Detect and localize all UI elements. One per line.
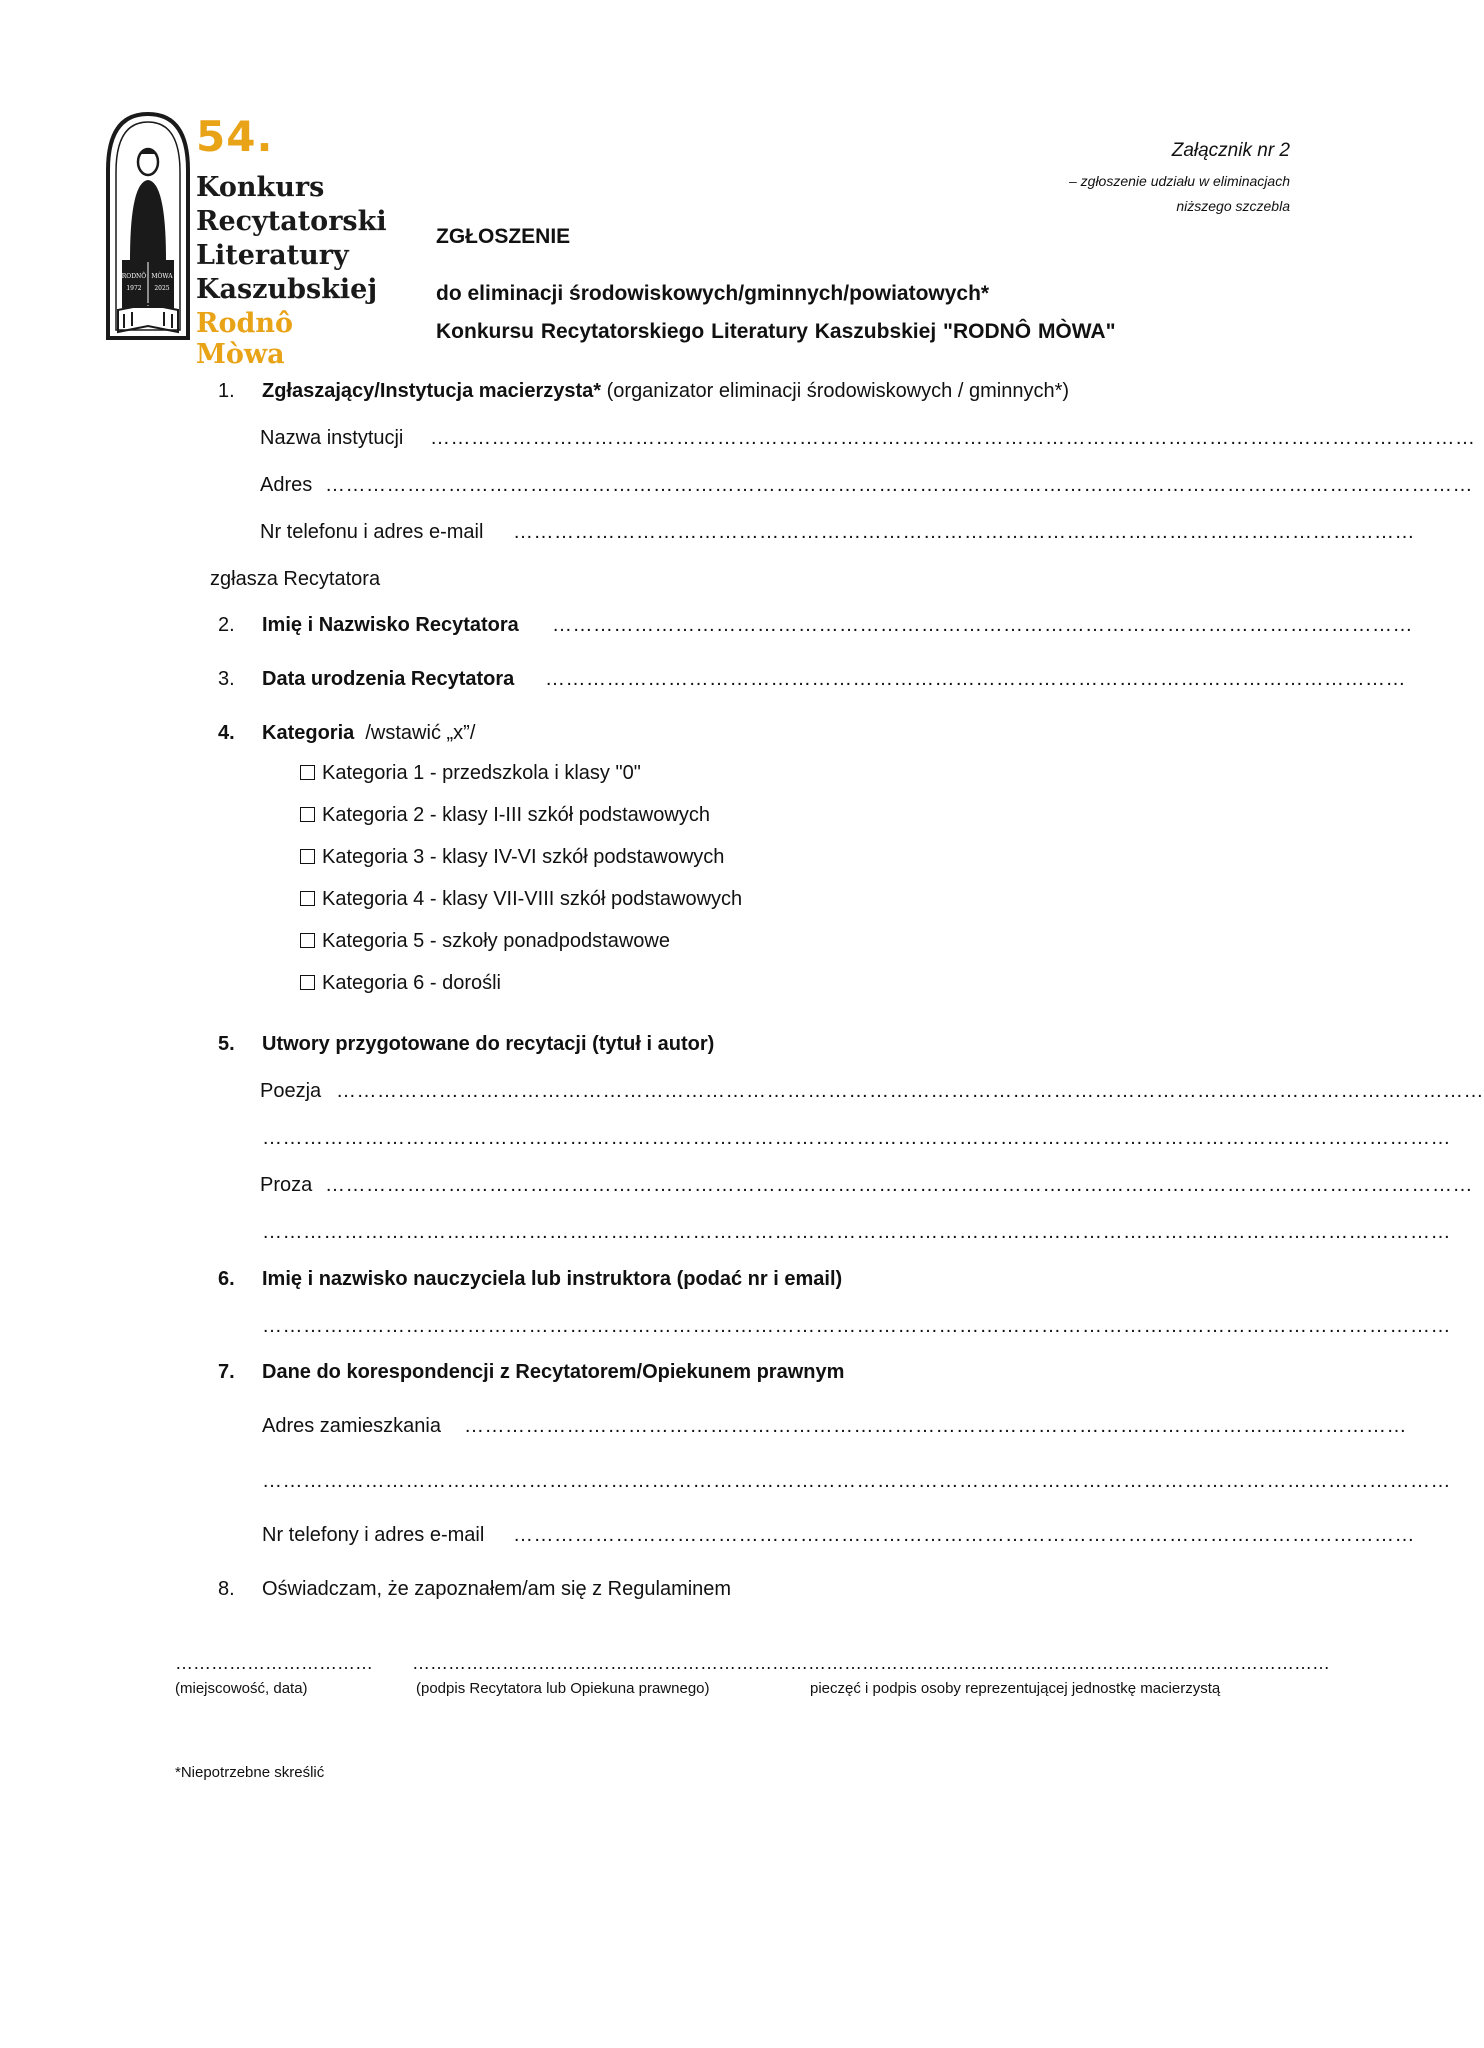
document-title: ZGŁOSZENIE [436,225,571,248]
footnote: *Niepotrzebne skreślić [175,1764,325,1781]
section-2-number: 2. [218,614,235,636]
checkbox[interactable] [300,849,315,864]
category-option-label: Kategoria 5 - szkoły ponadpodstawowe [322,930,670,952]
document-subtitle-1: do eliminacji środowiskowych/gminnych/powiatowych* [436,282,990,305]
logo-line-2: Recytatorski [196,206,387,237]
category-option-6[interactable] [300,972,501,995]
institution-address-label: Adres [260,474,313,496]
section-1-note: (organizator eliminacji środowiskowych / gminnych*) [601,380,1070,402]
logo-edition-number: 54. [196,112,274,161]
institution-name-label: Nazwa instytucji [260,427,404,449]
reciter-contact-label: Nr telefony i adres e-mail [262,1524,485,1546]
section-1-number: 1. [218,380,235,402]
category-option-3[interactable] [300,846,724,869]
place-date-caption: (miejscowość, data) [175,1680,308,1697]
checkbox[interactable] [300,807,315,822]
category-option-label: Kategoria 4 - klasy VII-VIII szkół podstawowych [322,888,743,910]
emblem-right-label: MÒWA [151,273,173,280]
document-subtitle-2: Konkursu Recytatorskiego Literatury Kaszubskiej "RODNÔ MÒWA" [436,320,1116,343]
birth-date-field[interactable]: ……………………………………………………………………………………………………………… [545,668,1406,690]
category-option-label: Kategoria 2 - klasy I-III szkół podstawowych [322,804,710,826]
regulation-statement: Oświadczam, że zapoznałem/am się z Regulaminem [262,1578,732,1600]
teacher-label: Imię i nazwisko nauczyciela lub instruktora (podać nr i email) [262,1268,843,1290]
annex-subtitle-2: niższego szczebla [1176,198,1290,214]
category-option-2[interactable] [300,804,710,827]
institution-name-field[interactable]: ……………………………………………………………………………………………………………………………………… [430,427,1476,449]
category-option-label: Kategoria 3 - klasy IV-VI szkół podstawowych [322,846,725,868]
category-option-5[interactable] [300,930,670,953]
section-4-number: 4. [218,722,235,744]
category-label: Kategoria [262,722,355,744]
teacher-field[interactable]: ………………………………………………………………………………………………………………………………………………………… [262,1315,1451,1337]
category-option-label: Kategoria 1 - przedszkola i klasy "0" [322,762,641,784]
reciter-name-label: Imię i Nazwisko Recytatora [262,614,519,636]
annex-title: Załącznik nr 2 [1171,140,1290,161]
prose-label: Proza [260,1174,313,1196]
checkbox[interactable] [300,765,315,780]
home-address-field[interactable]: ………………………………………………………………………………………………………………………… [464,1415,1407,1437]
section-3-number: 3. [218,668,235,690]
institution-contact-field[interactable]: …………………………………………………………………………………………………………………… [513,521,1415,543]
logo-line-3: Literatury [196,240,349,271]
emblem-left-label: RODNÔ [121,273,147,280]
signature-caption: (podpis Recytatora lub Opiekuna prawnego) [416,1680,710,1697]
category-hint: /wstawić „x”/ [365,722,476,744]
reciter-name-field[interactable]: ……………………………………………………………………………………………………………… [552,614,1413,636]
logo-line-1: Konkurs [196,172,325,203]
section-6-number: 6. [218,1268,235,1290]
prose-field-2[interactable]: ………………………………………………………………………………………………………………………………………………………… [262,1221,1451,1243]
section-1-heading [262,380,1069,403]
emblem-year-left: 1972 [126,285,142,292]
logo-gold-line: Rodnô Mòwa [196,308,293,370]
reciter-contact-field[interactable]: …………………………………………………………………………………………………………………… [513,1524,1415,1546]
works-label: Utwory przygotowane do recytacji (tytuł i autor) [262,1033,715,1055]
prose-field[interactable]: …………………………………………………………………………………………………………………………………………………… [325,1174,1473,1196]
poetry-label: Poezja [260,1080,322,1102]
annex-subtitle-1: – zgłoszenie udziału w eliminacjach [1068,173,1290,189]
institution-contact-label: Nr telefonu i adres e-mail [260,521,484,543]
home-address-field-2[interactable]: ………………………………………………………………………………………………………………………………………………………… [262,1470,1451,1492]
category-option-4[interactable] [300,888,742,911]
correspondence-label: Dane do korespondencji z Recytatorem/Opiekunem prawnym [262,1361,845,1383]
section-1-label: Zgłaszający/Instytucja macierzysta* [262,380,602,402]
reports-reciter-text: zgłasza Recytatora [210,568,381,590]
logo-line-4: Kaszubskiej [196,274,378,305]
poetry-field-2[interactable]: ………………………………………………………………………………………………………………………………………………………… [262,1127,1451,1149]
poetry-field[interactable]: …………………………………………………………………………………………………………………………………………………… [336,1080,1484,1102]
category-option-1[interactable] [300,762,641,785]
category-option-label: Kategoria 6 - dorośli [322,972,501,994]
home-address-label: Adres zamieszkania [262,1415,441,1437]
birth-date-label: Data urodzenia Recytatora [262,668,515,690]
checkbox[interactable] [300,891,315,906]
category-heading [262,722,475,745]
reciter-emblem-icon [104,110,192,342]
stamp-field[interactable]: …………………………………………………………………………… [808,1653,1330,1673]
checkbox[interactable] [300,975,315,990]
section-8-number: 8. [218,1578,235,1600]
place-date-field[interactable]: …………………………… [175,1653,373,1673]
emblem-year-right: 2025 [154,285,170,292]
section-5-number: 5. [218,1033,235,1055]
signature-field[interactable]: ………………………………………………………… [412,1653,808,1673]
section-7-number: 7. [218,1361,235,1383]
contest-logo [104,110,387,370]
stamp-caption: pieczęć i podpis osoby reprezentującej jednostkę macierzystą [810,1680,1221,1697]
checkbox[interactable] [300,933,315,948]
institution-address-field[interactable]: …………………………………………………………………………………………………………………………………………………… [325,474,1473,496]
